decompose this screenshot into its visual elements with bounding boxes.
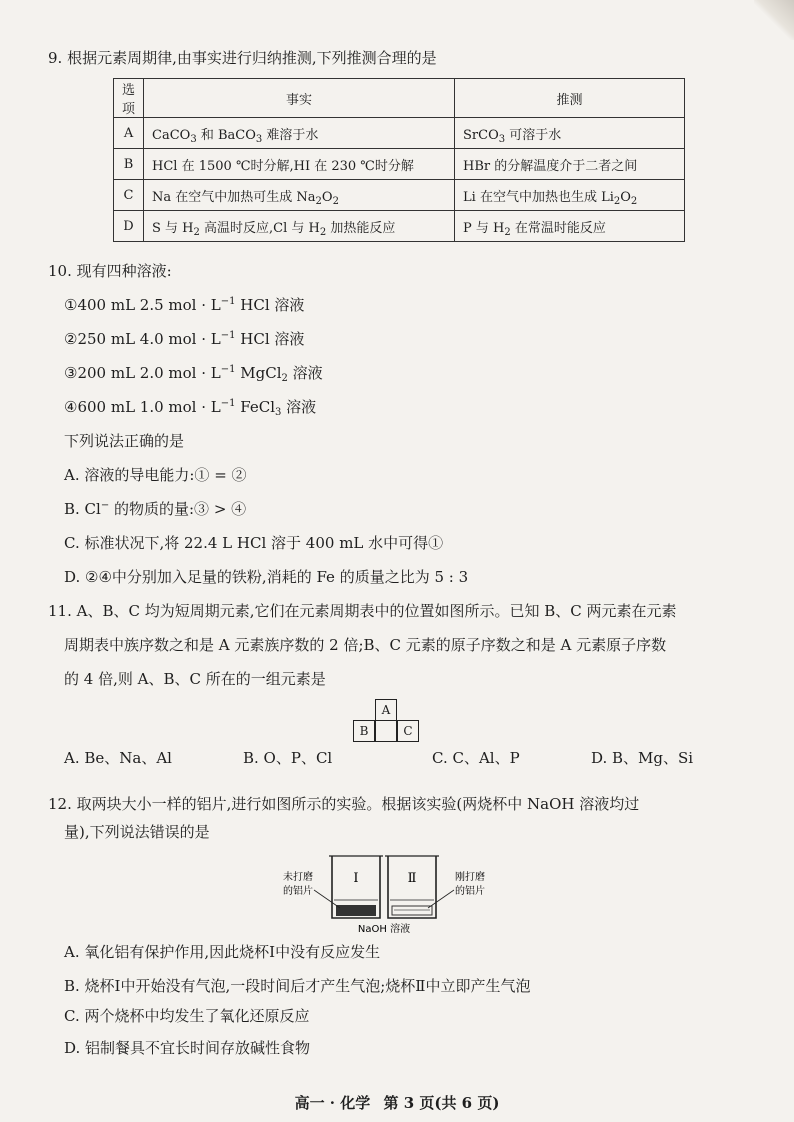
row-option: D xyxy=(114,211,144,242)
q9-table xyxy=(113,78,685,242)
q10-choice-d: D. ②④中分别加入足量的铁粉,消耗的 Fe 的质量之比为 5 : 3 xyxy=(64,568,469,586)
q11-line-3: 的 4 倍,则 A、B、C 所在的一组元素是 xyxy=(64,670,326,688)
left-label-2: 的铝片 xyxy=(283,886,313,897)
q11-choice-b: B. O、P、Cl xyxy=(243,749,333,767)
beaker-1-label: Ⅰ xyxy=(353,871,359,886)
cell-c: C xyxy=(397,720,419,742)
table-row xyxy=(114,180,685,211)
footer-course: 高一 · 化学 xyxy=(294,1094,371,1112)
q10-choice-a: A. 溶液的导电能力:① = ② xyxy=(64,466,247,484)
q11-choice-d: D. B、Mg、Si xyxy=(591,749,694,767)
beaker-1 xyxy=(329,856,383,918)
q12-choice-a: A. 氧化铝有保护作用,因此烧杯Ⅰ中没有反应发生 xyxy=(64,943,381,961)
header-fact: 事实 xyxy=(144,79,455,118)
naoh-label: NaOH 溶液 xyxy=(357,924,411,935)
cell-a: A xyxy=(375,699,397,721)
q10-choice-c: C. 标准状况下,将 22.4 L HCl 溶于 400 mL 水中可得① xyxy=(64,534,444,552)
right-label-1: 刚打磨 xyxy=(455,872,485,883)
row-inference: SrCO$_3$ 可溶于水 xyxy=(455,118,685,149)
q11-choice-c: C. C、Al、P xyxy=(432,749,520,767)
footer-page: 第 3 页(共 6 页) xyxy=(383,1094,500,1112)
q12-line-2: 量),下列说法错误的是 xyxy=(64,823,210,841)
q10-stem: 10. 现有四种溶液: xyxy=(48,262,172,280)
cell-b: B xyxy=(353,720,375,742)
q12-choice-d: D. 铝制餐具不宜长时间存放碱性食物 xyxy=(64,1039,311,1057)
header-inference: 推测 xyxy=(455,79,685,118)
q10-prompt: 下列说法正确的是 xyxy=(64,432,185,450)
right-label-2: 的铝片 xyxy=(455,886,485,897)
cell-empty xyxy=(375,720,397,742)
row-fact: S 与 $H_2$ 高温时反应,Cl 与 $H_2$ 加热能反应 xyxy=(144,211,455,242)
row-fact: HCl 在 1500 ℃时分解,HI 在 230 ℃时分解 xyxy=(144,149,455,180)
header-option: 选项 xyxy=(114,79,144,118)
row-inference: HBr 的分解温度介于二者之间 xyxy=(455,149,685,180)
table-row xyxy=(114,149,685,180)
q10-solution-3: ③200 mL 2.0 mol · $L^{-1}$ MgCl$_2$ 溶液 xyxy=(64,364,323,384)
q11-line-1: 11. A、B、C 均为短周期元素,它们在元素周期表中的位置如图所示。已知 B、C 两元素在元素 xyxy=(48,602,677,620)
q11-choice-a: A. Be、Na、Al xyxy=(64,749,172,767)
q12-choice-b: B. 烧杯Ⅰ中开始没有气泡,一段时间后才产生气泡;烧杯Ⅱ中立即产生气泡 xyxy=(64,977,531,995)
q9-stem: 9. 根据元素周期律,由事实进行归纳推测,下列推测合理的是 xyxy=(48,49,437,67)
page-curl xyxy=(754,0,794,40)
row-option: B xyxy=(114,149,144,180)
beaker-figure xyxy=(270,852,520,936)
beaker-2-label: Ⅱ xyxy=(407,871,417,886)
q10-solution-4: ④600 mL 1.0 mol · $L^{-1}$ FeCl$_3$ 溶液 xyxy=(64,398,317,418)
q12-choice-c: C. 两个烧杯中均发生了氧化还原反应 xyxy=(64,1007,310,1025)
q10-choice-b: B. Cl− 的物质的量:③ > ④ xyxy=(64,500,247,518)
beaker-2 xyxy=(385,856,439,918)
table-row xyxy=(114,118,685,149)
page-footer xyxy=(0,1092,794,1113)
row-fact: CaCO$_3$ 和 BaCO$_3$ 难溶于水 xyxy=(144,118,455,149)
q10-solution-1: ①400 mL 2.5 mol · $L^{-1}$ HCl 溶液 xyxy=(64,296,305,314)
row-inference: Li 在空气中加热也生成 $Li_2O_2$ xyxy=(455,180,685,211)
periodic-table-fragment xyxy=(353,699,419,745)
q10-solution-2: ②250 mL 4.0 mol · $L^{-1}$ HCl 溶液 xyxy=(64,330,305,348)
left-label-1: 未打磨 xyxy=(283,872,313,883)
q12-line-1: 12. 取两块大小一样的铝片,进行如图所示的实验。根据该实验(两烧杯中 NaOH 溶液均过 xyxy=(48,795,640,813)
q11-line-2: 周期表中族序数之和是 A 元素族序数的 2 倍;B、C 元素的原子序数之和是 A 元素原子序数 xyxy=(64,636,667,654)
row-option: A xyxy=(114,118,144,149)
row-option: C xyxy=(114,180,144,211)
row-inference: P 与 $H_2$ 在常温时能反应 xyxy=(455,211,685,242)
table-row xyxy=(114,211,685,242)
row-fact: Na 在空气中加热可生成 $Na_2O_2$ xyxy=(144,180,455,211)
